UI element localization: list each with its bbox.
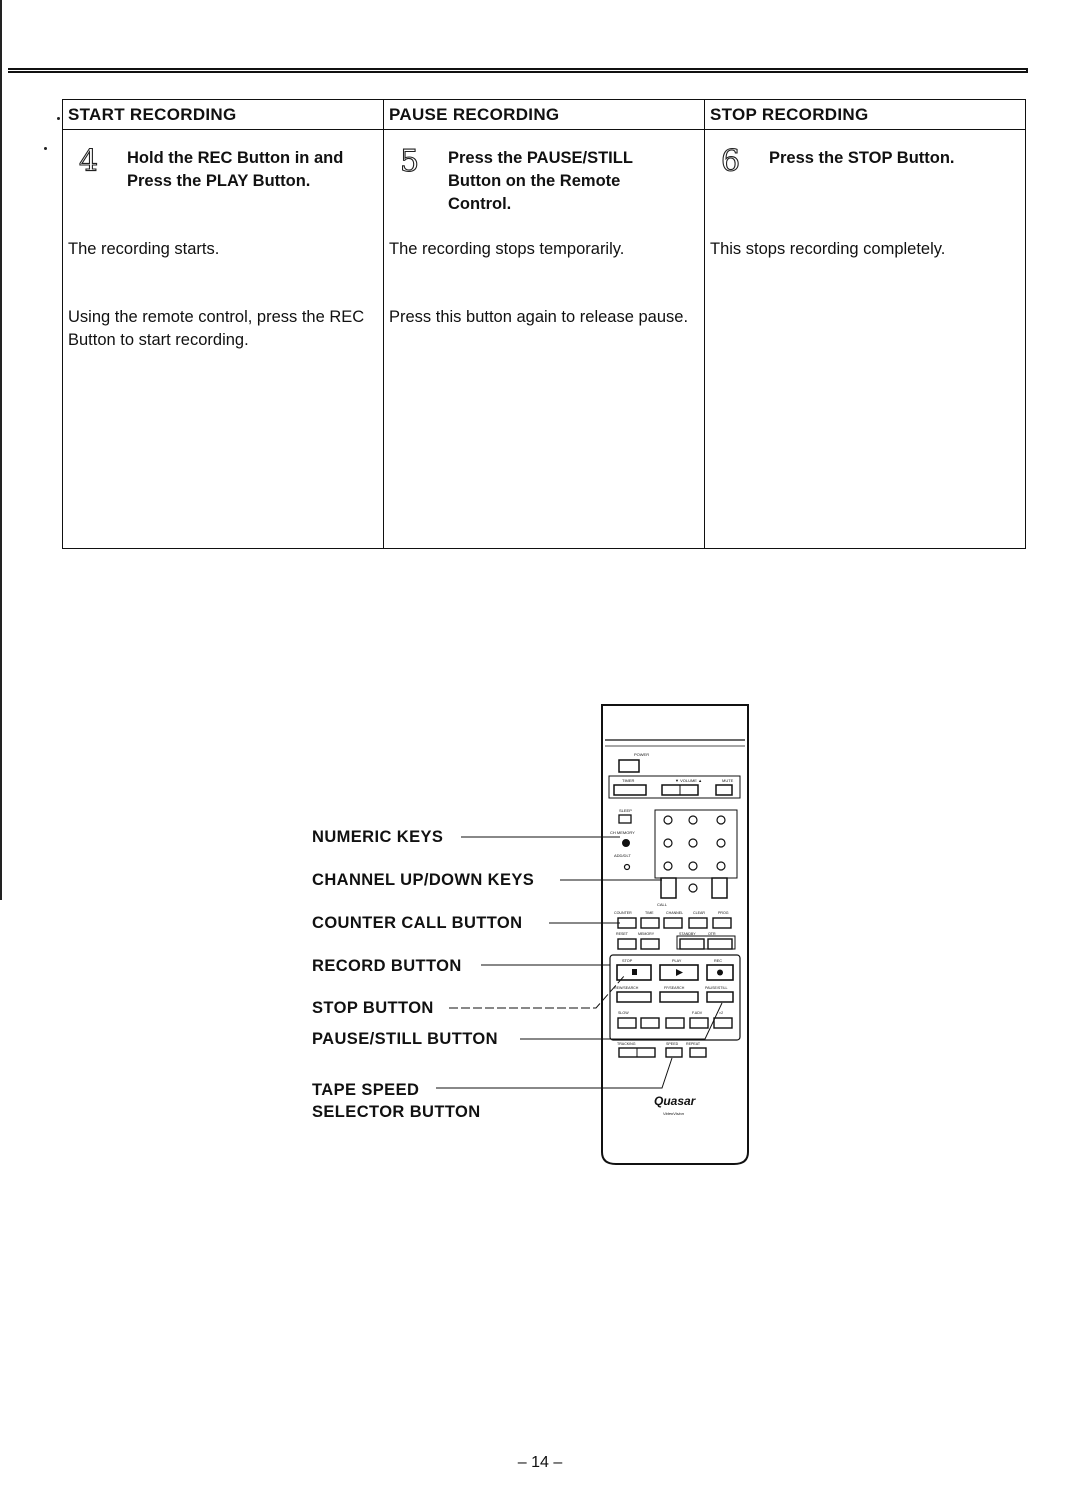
leader-stop-button <box>449 975 625 1008</box>
channel-down-key <box>661 878 676 898</box>
sleep-button <box>619 815 631 823</box>
pause-still-label: PAUSE/STILL <box>705 986 728 990</box>
quasar-logo: Quasar <box>654 1094 696 1108</box>
timer-key-label: TIMER <box>622 778 635 783</box>
channel-up-key <box>712 878 727 898</box>
play-icon <box>676 969 683 976</box>
rec-label: REC <box>714 959 723 963</box>
counter-call-button <box>618 918 636 928</box>
sleep-key-label: SLEEP <box>619 808 632 813</box>
column-heading: PAUSE RECORDING <box>384 100 704 130</box>
remote-keys <box>609 752 740 1116</box>
add-dlt-label: ADD/DLT <box>614 853 631 858</box>
speck <box>44 147 47 150</box>
step-row <box>705 144 1025 179</box>
step-row <box>384 144 704 216</box>
ff-search-label: FF/SEARCH <box>664 986 685 990</box>
tape-speed-button <box>666 1048 682 1057</box>
counter-label: COUNTER <box>614 911 632 915</box>
slow-up-button <box>641 1018 659 1028</box>
step-number: 5 <box>400 144 420 179</box>
step-note: Using the remote control, press the REC Button to start recording. <box>68 308 365 349</box>
power-button <box>619 760 639 772</box>
timer-button <box>614 785 646 795</box>
add-dlt-button <box>625 865 630 870</box>
ff-search-button <box>660 992 698 1002</box>
stop-icon <box>632 969 637 975</box>
rew-search-label: REW/SEARCH <box>614 986 639 990</box>
repeat-label: REPEAT <box>686 1042 701 1046</box>
pause-still-button <box>707 992 733 1002</box>
step-note: Press this button again to release pause. <box>389 308 689 326</box>
step-result: This stops recording completely. <box>710 240 946 258</box>
recording-steps-table <box>62 99 1026 549</box>
reset-label: RESET <box>616 932 628 936</box>
start-recording-column <box>63 100 384 548</box>
memory-label: MEMORY <box>638 932 655 936</box>
mute-key-label: MUTE <box>722 778 734 783</box>
x2-button <box>714 1018 732 1028</box>
leader-tape-speed <box>436 1058 672 1088</box>
callout-numeric-keys: NUMERIC KEYS <box>312 828 444 846</box>
ch-memory-button <box>623 840 630 847</box>
callout-pause-still: PAUSE/STILL BUTTON <box>312 1030 498 1048</box>
step-number: 4 <box>79 144 99 179</box>
top-rule <box>8 68 1028 73</box>
standby-button <box>680 939 704 949</box>
pause-recording-column <box>384 100 705 548</box>
still-button <box>666 1018 684 1028</box>
callout-counter-call: COUNTER CALL BUTTON <box>312 914 523 932</box>
column-heading: STOP RECORDING <box>705 100 1025 130</box>
step-row <box>63 144 383 193</box>
channel-label: CHANNEL <box>666 911 684 915</box>
speck <box>57 117 60 120</box>
otr-label: OTR <box>708 932 716 936</box>
play-label: PLAY <box>672 959 682 963</box>
step-instruction: Press the PAUSE/STILL Button on the Remote Control. <box>448 149 633 213</box>
stop-label: STOP <box>622 959 633 963</box>
videovision-logo: VideoVision <box>663 1111 684 1116</box>
callout-channel-keys: CHANNEL UP/DOWN KEYS <box>312 871 535 889</box>
column-heading: START RECORDING <box>63 100 383 130</box>
stop-recording-column <box>705 100 1025 548</box>
otr-button <box>708 939 732 949</box>
power-key-label: POWER <box>634 752 650 757</box>
step-instruction: Press the STOP Button. <box>769 149 955 167</box>
clear-label: CLEAR <box>693 911 705 915</box>
clear-button <box>689 918 707 928</box>
callout-selector-button: SELECTOR BUTTON <box>312 1103 481 1121</box>
step-result: The recording starts. <box>68 240 220 258</box>
volume-key-label: ▼ VOLUME ▲ <box>675 778 703 783</box>
rew-search-button <box>617 992 651 1002</box>
repeat-button <box>690 1048 706 1057</box>
step-instruction: Hold the REC Button in and Press the PLAY Button. <box>127 149 344 190</box>
memory-button <box>641 939 659 949</box>
fadv-label: F.ADV <box>692 1011 703 1015</box>
call-label: CALL <box>657 902 668 907</box>
ch-memory-label: CH MEMORY <box>610 830 635 835</box>
fadv-button <box>690 1018 708 1028</box>
time-label: TIME <box>645 911 654 915</box>
rec-icon <box>717 970 723 976</box>
transport-panel <box>610 955 740 1040</box>
standby-label: STANDBY <box>679 932 696 936</box>
page-number: – 14 – <box>517 1454 563 1471</box>
x2-label: ×2 <box>719 1011 724 1015</box>
channel-button <box>664 918 682 928</box>
step-result: The recording stops temporarily. <box>389 240 625 258</box>
numeric-keypad <box>655 810 737 898</box>
slow-label: SLOW <box>618 1011 629 1015</box>
callout-stop-button: STOP BUTTON <box>312 999 434 1017</box>
time-button <box>641 918 659 928</box>
speed-label: SPEED <box>666 1042 679 1046</box>
prog-label: PROG <box>718 911 729 915</box>
prog-button <box>713 918 731 928</box>
step-number: 6 <box>721 144 741 179</box>
tracking-label: TRACKING <box>617 1042 636 1046</box>
reset-button <box>618 939 636 949</box>
remote-control-illustration <box>0 690 1080 1180</box>
mute-button <box>716 785 732 795</box>
slow-down-button <box>618 1018 636 1028</box>
callout-record-button: RECORD BUTTON <box>312 957 462 975</box>
callout-tape-speed: TAPE SPEED <box>312 1081 420 1099</box>
